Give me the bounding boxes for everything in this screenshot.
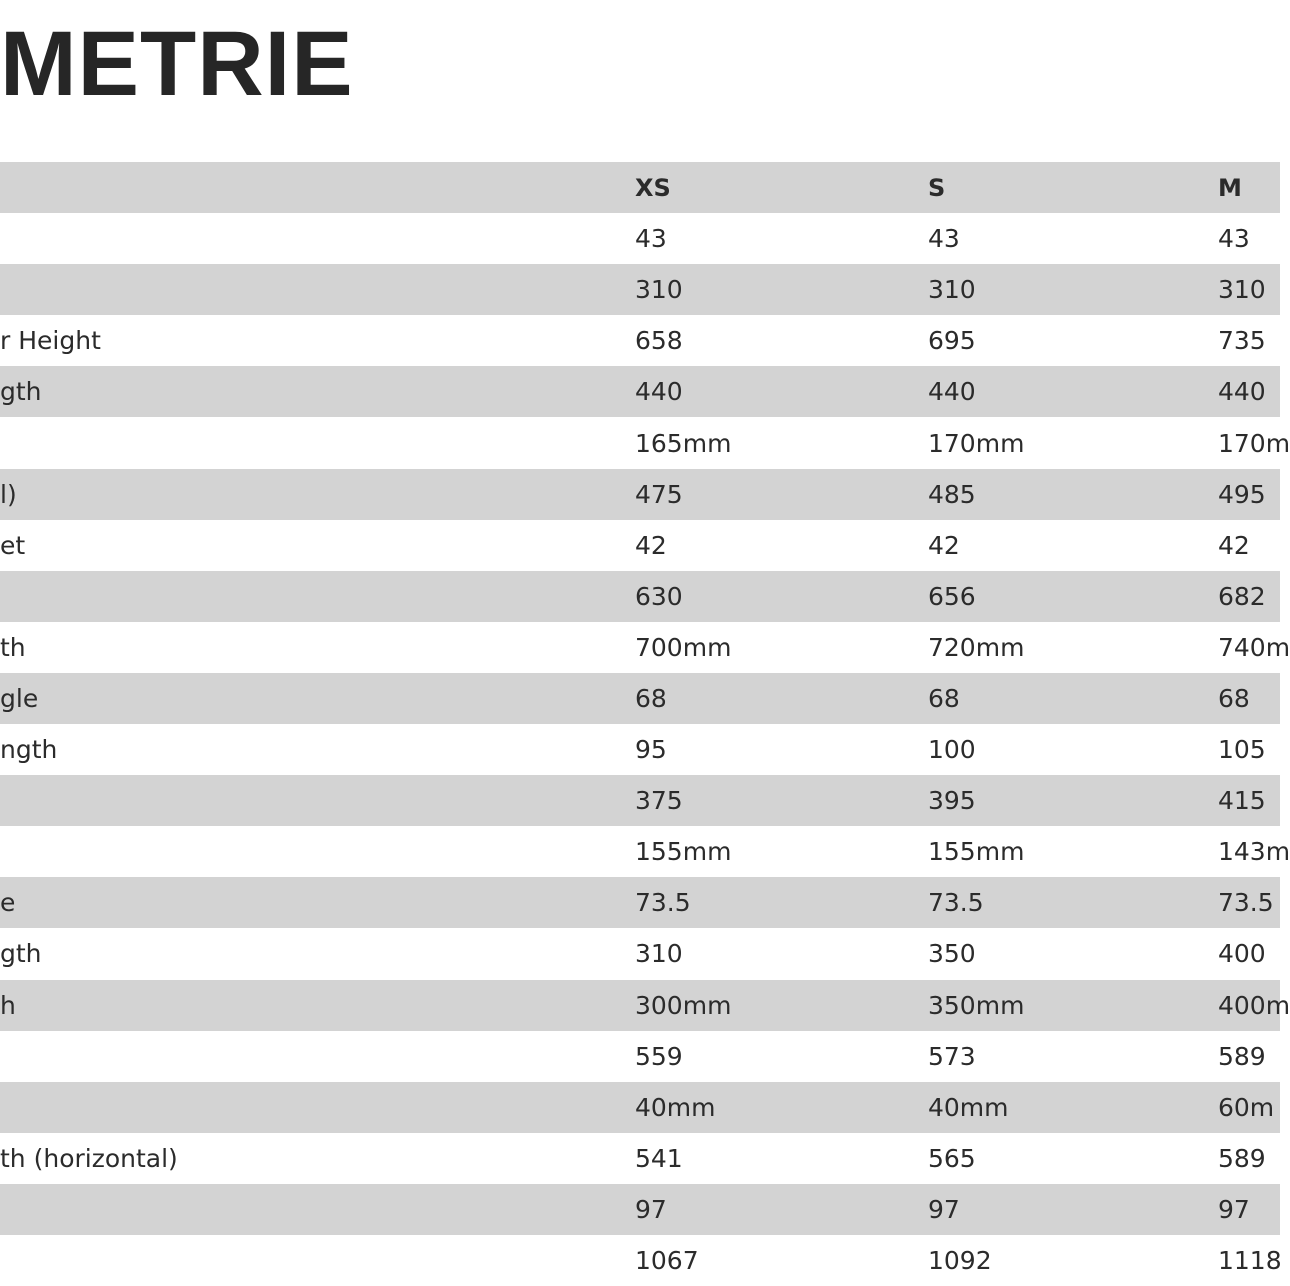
table-row <box>0 417 1280 468</box>
cell-size-xs: 310 <box>635 275 683 305</box>
cell-size-m: 415 <box>1218 786 1266 816</box>
cell-size-xs: 40mm <box>635 1092 716 1122</box>
row-label: gle <box>0 683 39 713</box>
row-label: r Height <box>0 326 101 356</box>
table-row <box>0 724 1280 775</box>
row-label-cell <box>0 877 635 928</box>
table-header-row <box>0 162 1280 213</box>
row-label-cell <box>0 980 635 1031</box>
cell-size-s: 68 <box>928 683 960 713</box>
cell-size-m: 495 <box>1218 479 1266 509</box>
row-label-cell <box>0 1235 635 1286</box>
cell-size-m: 400 <box>1218 939 1266 969</box>
cell-size-s: 565 <box>928 1143 976 1173</box>
row-label-cell <box>0 1133 635 1184</box>
table-row <box>0 264 1280 315</box>
table-row <box>0 1133 1280 1184</box>
cell-size-s: 720mm <box>928 632 1025 662</box>
cell-size-xs: 440 <box>635 377 683 407</box>
cell-size-xs: 42 <box>635 530 667 560</box>
cell-size-xs: 310 <box>635 939 683 969</box>
row-label-cell <box>0 1082 635 1133</box>
table-row <box>0 980 1280 1031</box>
row-label-cell <box>0 264 635 315</box>
cell-size-s: 97 <box>928 1194 960 1224</box>
header-label-cell <box>0 162 635 213</box>
cell-size-xs: 658 <box>635 326 683 356</box>
row-label: th (horizontal) <box>0 1143 178 1173</box>
cell-size-xs: 1067 <box>635 1246 699 1276</box>
row-label-cell <box>0 520 635 571</box>
table-row <box>0 366 1280 417</box>
geometry-table <box>0 162 1290 1286</box>
row-label: e <box>0 888 16 918</box>
cell-size-s: 573 <box>928 1041 976 1071</box>
cell-size-s: 695 <box>928 326 976 356</box>
header-size-m: M <box>1218 173 1242 202</box>
cell-size-m: 143m <box>1218 837 1290 867</box>
cell-size-xs: 630 <box>635 581 683 611</box>
row-label: gth <box>0 377 42 407</box>
cell-size-m: 97 <box>1218 1194 1250 1224</box>
header-size-s: S <box>928 173 946 202</box>
row-label-cell <box>0 366 635 417</box>
table-row <box>0 622 1280 673</box>
cell-size-m: 1118 <box>1218 1246 1282 1276</box>
cell-size-s: 40mm <box>928 1092 1009 1122</box>
table-row <box>0 520 1280 571</box>
page-title: METRIE <box>0 13 354 115</box>
cell-size-s: 43 <box>928 224 960 254</box>
cell-size-m: 440 <box>1218 377 1266 407</box>
cell-size-m: 740m <box>1218 632 1290 662</box>
cell-size-m: 170m <box>1218 428 1290 458</box>
cell-size-m: 73.5 <box>1218 888 1274 918</box>
cell-size-s: 170mm <box>928 428 1025 458</box>
cell-size-s: 42 <box>928 530 960 560</box>
row-label-cell <box>0 928 635 979</box>
header-size-xs: XS <box>635 173 671 202</box>
cell-size-xs: 155mm <box>635 837 732 867</box>
cell-size-xs: 73.5 <box>635 888 691 918</box>
cell-size-s: 350 <box>928 939 976 969</box>
cell-size-m: 60m <box>1218 1092 1275 1122</box>
table-row <box>0 571 1280 622</box>
row-label-cell <box>0 1184 635 1235</box>
cell-size-xs: 700mm <box>635 632 732 662</box>
cell-size-s: 395 <box>928 786 976 816</box>
table-row <box>0 775 1280 826</box>
cell-size-s: 73.5 <box>928 888 984 918</box>
cell-size-m: 68 <box>1218 683 1250 713</box>
table-row <box>0 877 1280 928</box>
row-label-cell <box>0 213 635 264</box>
cell-size-xs: 300mm <box>635 990 732 1020</box>
cell-size-s: 1092 <box>928 1246 992 1276</box>
cell-size-xs: 68 <box>635 683 667 713</box>
cell-size-m: 43 <box>1218 224 1250 254</box>
row-label-cell <box>0 622 635 673</box>
cell-size-xs: 43 <box>635 224 667 254</box>
cell-size-xs: 375 <box>635 786 683 816</box>
table-row <box>0 213 1280 264</box>
table-row <box>0 1082 1280 1133</box>
row-label: et <box>0 530 26 560</box>
row-label-cell <box>0 417 635 468</box>
row-label-cell <box>0 724 635 775</box>
row-label-cell <box>0 1031 635 1082</box>
cell-size-m: 105 <box>1218 735 1266 765</box>
cell-size-xs: 541 <box>635 1143 683 1173</box>
table-row <box>0 826 1280 877</box>
cell-size-m: 682 <box>1218 581 1266 611</box>
row-label-cell <box>0 775 635 826</box>
table-row <box>0 469 1280 520</box>
cell-size-m: 310 <box>1218 275 1266 305</box>
row-label: gth <box>0 939 42 969</box>
cell-size-s: 485 <box>928 479 976 509</box>
table-row <box>0 673 1280 724</box>
cell-size-s: 350mm <box>928 990 1025 1020</box>
row-label-cell <box>0 826 635 877</box>
cell-size-xs: 475 <box>635 479 683 509</box>
cell-size-s: 440 <box>928 377 976 407</box>
row-label: h <box>0 990 16 1020</box>
table-row <box>0 1031 1280 1082</box>
table-body <box>0 213 1290 1286</box>
cell-size-m: 589 <box>1218 1143 1266 1173</box>
table-row <box>0 1184 1280 1235</box>
cell-size-s: 310 <box>928 275 976 305</box>
cell-size-xs: 165mm <box>635 428 732 458</box>
row-label: l) <box>0 479 17 509</box>
row-label-cell <box>0 571 635 622</box>
cell-size-s: 155mm <box>928 837 1025 867</box>
table-row <box>0 928 1280 979</box>
cell-size-xs: 559 <box>635 1041 683 1071</box>
cell-size-s: 100 <box>928 735 976 765</box>
table-row <box>0 1235 1280 1286</box>
row-label: ngth <box>0 735 58 765</box>
table-row <box>0 315 1280 366</box>
cell-size-m: 400m <box>1218 990 1290 1020</box>
row-label-cell <box>0 673 635 724</box>
cell-size-s: 656 <box>928 581 976 611</box>
cell-size-xs: 95 <box>635 735 667 765</box>
row-label-cell <box>0 315 635 366</box>
cell-size-m: 589 <box>1218 1041 1266 1071</box>
cell-size-m: 735 <box>1218 326 1266 356</box>
cell-size-m: 42 <box>1218 530 1250 560</box>
cell-size-xs: 97 <box>635 1194 667 1224</box>
row-label: th <box>0 632 26 662</box>
row-label-cell <box>0 469 635 520</box>
